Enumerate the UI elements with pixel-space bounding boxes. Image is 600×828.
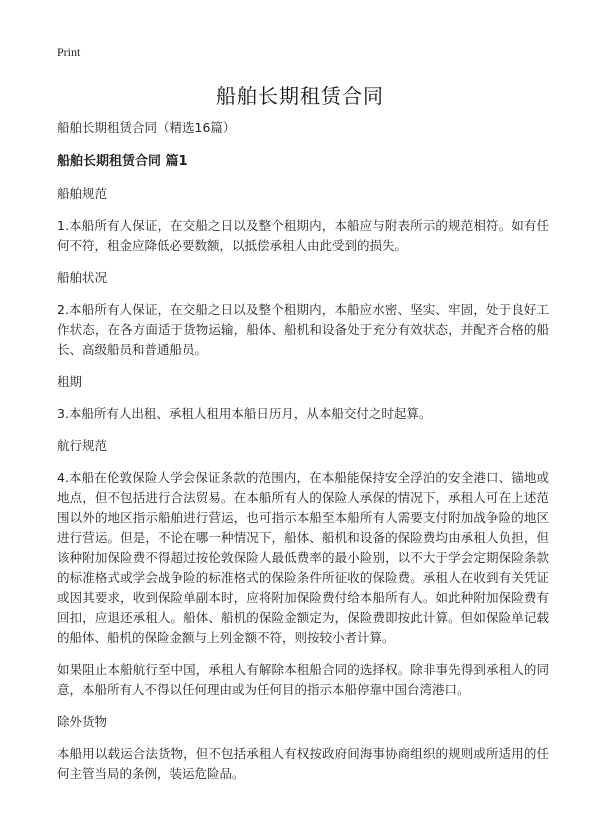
document-subtitle: 船舶长期租赁合同（精选16篇） (57, 120, 236, 135)
section-heading-excluded-cargo: 除外货物 (57, 714, 108, 729)
paragraph: 1.本船所有人保证，在交船之日以及整个租期内，本船应与附表所示的规范相符。如有任何不符，租金应降低必要数额，以抵偿承租人由此受到的损失。 (57, 218, 549, 253)
section-heading-charter-period: 租期 (57, 374, 83, 389)
paragraph: 本船用以载运合法货物，但不包括承租人有权按政府间海事协商组织的规则或所适用的任何主管当局的条例，装运危险品。 (57, 746, 549, 781)
paragraph: 如果阻止本船航行至中国，承租人有解除本租船合同的选择权。除非事先得到承租人的同意，本船所有人不得以任何理由或为任何目的指示本船停靠中国台湾港口。 (57, 662, 549, 697)
section-heading-navigation: 航行规范 (57, 438, 108, 453)
print-label: Print (57, 45, 81, 59)
article-heading: 船舶长期租赁合同 篇1 (57, 154, 188, 169)
section-heading-ship-condition: 船舶状况 (57, 270, 108, 285)
section-heading-ship-spec: 船舶规范 (57, 186, 108, 201)
paragraph: 4.本船在伦敦保险人学会保证条款的范围内，在本船能保持安全浮泊的安全港口、锚地或地点，但不包括进行合法贸易。在本船所有人的保险人承保的情况下，承租人可在上述范围以外的地区指示船舶进行营运，也可指示本船至本船所有人需要支付附加战争险的地区进行营运。但是，不论在哪一种情况下，船体、船机和设备的保险费均由承租人负担，但该种附加保险费不得超过按伦敦保险人最低费率的最小险别，以不大于学会定期保险条款的标准格式或学会战争险的标准格式的保险条件所征收的保险费。承租人在收到有关凭证或因其要求，收到保险单副本时，应将附加保险费付给本船所有人。如此种附加保险费有回扣，应退还承租人。船体、船机的保险金额定为，保险费即按此计算。但如保险单记载的船体、船机的保险金额与上列金额不符，则按较小者计算。 (57, 470, 549, 645)
paragraph: 3.本船所有人出租、承租人租用本船日历月，从本船交付之时起算。 (57, 406, 432, 421)
document-title: 船舶长期租赁合同 (216, 84, 384, 108)
paragraph: 2.本船所有人保证，在交船之日以及整个租期内，本船应水密、坚实、牢固，处于良好工作状态，在各方面适于货物运输，船体、船机和设备处于充分有效状态，并配齐合格的船长、高级船员和普通船员。 (57, 302, 549, 357)
document-body (57, 118, 549, 796)
